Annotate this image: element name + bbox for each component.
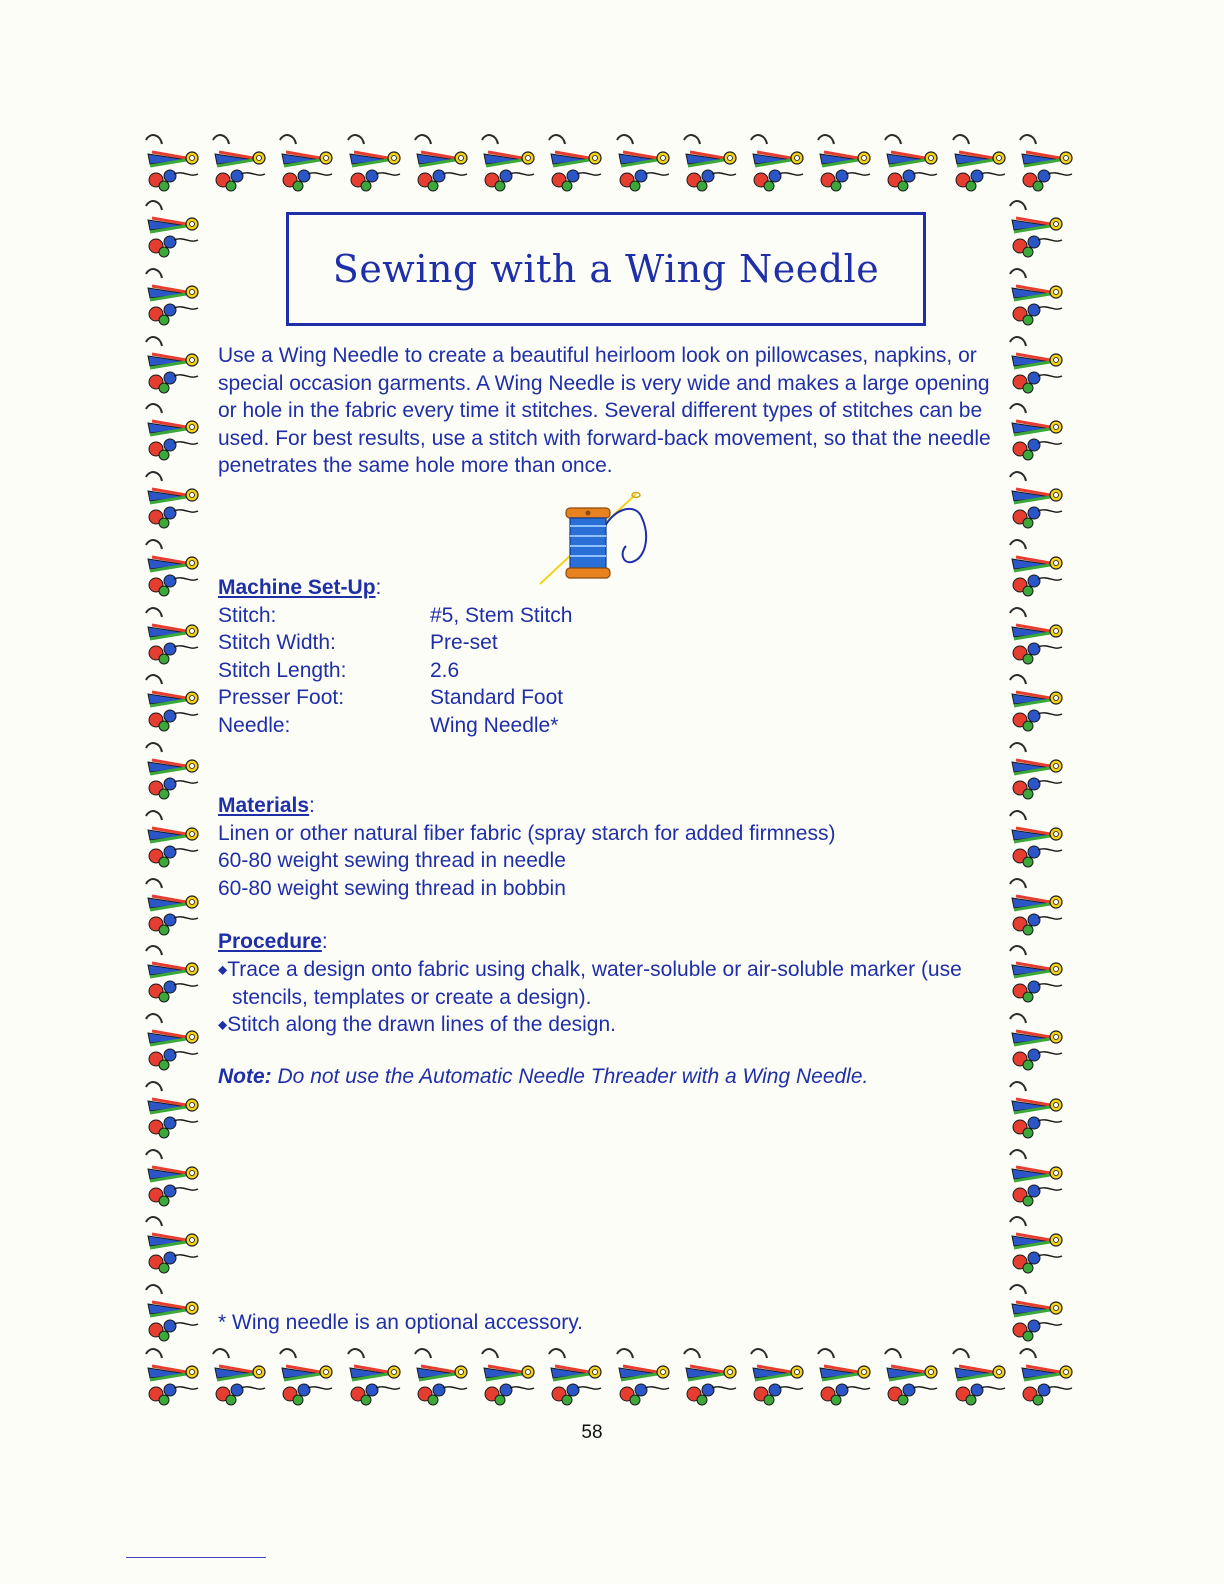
scissors-and-spool-icon bbox=[1004, 1280, 1070, 1346]
scissors-and-spool-icon bbox=[745, 130, 811, 196]
scissors-and-spool-icon bbox=[1004, 1212, 1070, 1278]
scissors-and-spool-icon bbox=[140, 467, 206, 533]
bottom-border bbox=[140, 1344, 1080, 1416]
scissors-and-spool-icon bbox=[140, 1344, 206, 1410]
scissors-and-spool-icon bbox=[140, 1280, 206, 1346]
scissors-and-spool-icon bbox=[611, 130, 677, 196]
scissors-and-spool-icon bbox=[1004, 738, 1070, 804]
scissors-and-spool-icon bbox=[476, 130, 542, 196]
setup-label: Stitch Width: bbox=[218, 631, 336, 654]
scissors-and-spool-icon bbox=[1004, 874, 1070, 940]
scissors-and-spool-icon bbox=[1004, 670, 1070, 736]
scissors-and-spool-icon bbox=[140, 670, 206, 736]
scissors-and-spool-icon bbox=[140, 1212, 206, 1278]
setup-value: Standard Foot bbox=[430, 686, 564, 709]
scissors-and-spool-icon bbox=[1004, 467, 1070, 533]
materials-heading: Materials bbox=[218, 794, 310, 817]
scissors-and-spool-icon bbox=[342, 130, 408, 196]
scissors-and-spool-icon bbox=[611, 1344, 677, 1410]
procedure-heading: Procedure bbox=[218, 930, 322, 953]
materials-item: 60-80 weight sewing thread in needle bbox=[218, 849, 566, 872]
setup-label: Presser Foot: bbox=[218, 686, 345, 709]
divider bbox=[126, 1557, 266, 1558]
scissors-and-spool-icon bbox=[140, 603, 206, 669]
scissors-and-spool-icon bbox=[140, 1145, 206, 1211]
scissors-and-spool-icon bbox=[140, 130, 206, 196]
scissors-and-spool-icon bbox=[1014, 1344, 1080, 1410]
scissors-and-spool-icon bbox=[1004, 332, 1070, 398]
scissors-and-spool-icon bbox=[1004, 264, 1070, 330]
scissors-and-spool-icon bbox=[140, 1077, 206, 1143]
scissors-and-spool-icon bbox=[207, 130, 273, 196]
diamond-bullet-icon: ◆ bbox=[218, 1017, 228, 1032]
scissors-and-spool-icon bbox=[207, 1344, 273, 1410]
scissors-and-spool-icon bbox=[947, 1344, 1013, 1410]
scissors-and-spool-icon bbox=[1004, 399, 1070, 465]
scissors-and-spool-icon bbox=[342, 1344, 408, 1410]
scissors-and-spool-icon bbox=[812, 130, 878, 196]
scissors-and-spool-icon bbox=[140, 264, 206, 330]
page-title: Sewing with a Wing Needle bbox=[332, 247, 880, 291]
scissors-and-spool-icon bbox=[543, 130, 609, 196]
machine-setup-section: Machine Set-Up: Stitch: #5, Stem Stitch Stitch Width: Pre-set Stitch Length: 2.6 Presser Foot: Standard Foot Needle: Wing Needle* bbox=[218, 574, 998, 739]
scissors-and-spool-icon bbox=[1004, 196, 1070, 262]
note-label: Note: bbox=[218, 1065, 272, 1088]
page-number: 58 bbox=[581, 1422, 603, 1443]
scissors-and-spool-icon bbox=[1004, 535, 1070, 601]
scissors-and-spool-icon bbox=[678, 130, 744, 196]
title-box bbox=[286, 212, 926, 326]
materials-item: 60-80 weight sewing thread in bobbin bbox=[218, 876, 566, 900]
setup-value: 2.6 bbox=[430, 658, 460, 682]
setup-row bbox=[218, 712, 998, 740]
setup-label: Stitch: bbox=[218, 603, 277, 627]
setup-heading: Machine Set-Up bbox=[218, 576, 376, 599]
thread-spool-with-needle-icon bbox=[536, 488, 656, 588]
scissors-and-spool-icon bbox=[1004, 603, 1070, 669]
scissors-and-spool-icon bbox=[1004, 806, 1070, 872]
scissors-and-spool-icon bbox=[543, 1344, 609, 1410]
setup-row bbox=[218, 602, 998, 630]
procedure-section: Procedure: ◆Trace a design onto fabric using chalk, water-soluble or air-soluble marker (use stencils, templates or create a design). ◆Stitch along the drawn lines of the design. bbox=[218, 928, 998, 1039]
setup-row bbox=[218, 629, 998, 657]
scissors-and-spool-icon bbox=[140, 332, 206, 398]
diamond-bullet-icon: ◆ bbox=[218, 962, 228, 977]
scissors-and-spool-icon bbox=[140, 874, 206, 940]
scissors-and-spool-icon bbox=[476, 1344, 542, 1410]
scissors-and-spool-icon bbox=[140, 738, 206, 804]
procedure-step: ◆Trace a design onto fabric using chalk, water-soluble or air-soluble marker (use stencils, templates or create a design). bbox=[218, 957, 962, 1009]
procedure-step: ◆Stitch along the drawn lines of the design. bbox=[218, 1013, 616, 1037]
scissors-and-spool-icon bbox=[1004, 1009, 1070, 1075]
footnote: * Wing needle is an optional accessory. bbox=[218, 1311, 583, 1334]
scissors-and-spool-icon bbox=[745, 1344, 811, 1410]
scissors-and-spool-icon bbox=[140, 535, 206, 601]
left-border bbox=[140, 196, 212, 1346]
scissors-and-spool-icon bbox=[140, 806, 206, 872]
setup-row bbox=[218, 657, 998, 685]
note bbox=[218, 1063, 998, 1091]
scissors-and-spool-icon bbox=[274, 1344, 340, 1410]
scissors-and-spool-icon bbox=[140, 196, 206, 262]
setup-value: Pre-set bbox=[430, 631, 498, 654]
scissors-and-spool-icon bbox=[409, 130, 475, 196]
setup-value: #5, Stem Stitch bbox=[430, 603, 573, 627]
materials-item: Linen or other natural fiber fabric (spray starch for added firmness) bbox=[218, 821, 836, 845]
setup-value: Wing Needle* bbox=[430, 713, 559, 737]
scissors-and-spool-icon bbox=[879, 130, 945, 196]
scissors-and-spool-icon bbox=[812, 1344, 878, 1410]
intro-paragraph: Use a Wing Needle to create a beautiful heirloom look on pillowcases, napkins, or special occasion garments. A Wing Needle is very wide and makes a large opening or hole in the fabric every time it stitches. Several different types of stitches can be used. For best results, use a stitch with forward-back movement, so that the needle penetrates the same hole more than once. bbox=[218, 344, 991, 477]
scissors-and-spool-icon bbox=[1014, 130, 1080, 196]
scissors-and-spool-icon bbox=[140, 1009, 206, 1075]
note-text: Do not use the Automatic Needle Threader with a Wing Needle. bbox=[277, 1065, 869, 1088]
top-border bbox=[140, 130, 1080, 202]
scissors-and-spool-icon bbox=[409, 1344, 475, 1410]
scissors-and-spool-icon bbox=[1004, 1077, 1070, 1143]
scissors-and-spool-icon bbox=[879, 1344, 945, 1410]
scissors-and-spool-icon bbox=[678, 1344, 744, 1410]
scissors-and-spool-icon bbox=[1004, 1145, 1070, 1211]
setup-label: Needle: bbox=[218, 713, 291, 737]
scissors-and-spool-icon bbox=[274, 130, 340, 196]
setup-row bbox=[218, 684, 998, 712]
scissors-and-spool-icon bbox=[140, 399, 206, 465]
right-border bbox=[1004, 196, 1076, 1346]
materials-section: Materials: Linen or other natural fiber fabric (spray starch for added firmness) 60-80 weight sewing thread in needle 60-80 weight sewing thread in bobbin bbox=[218, 792, 998, 902]
setup-label: Stitch Length: bbox=[218, 658, 347, 682]
scissors-and-spool-icon bbox=[1004, 941, 1070, 1007]
scissors-and-spool-icon bbox=[140, 941, 206, 1007]
scissors-and-spool-icon bbox=[947, 130, 1013, 196]
